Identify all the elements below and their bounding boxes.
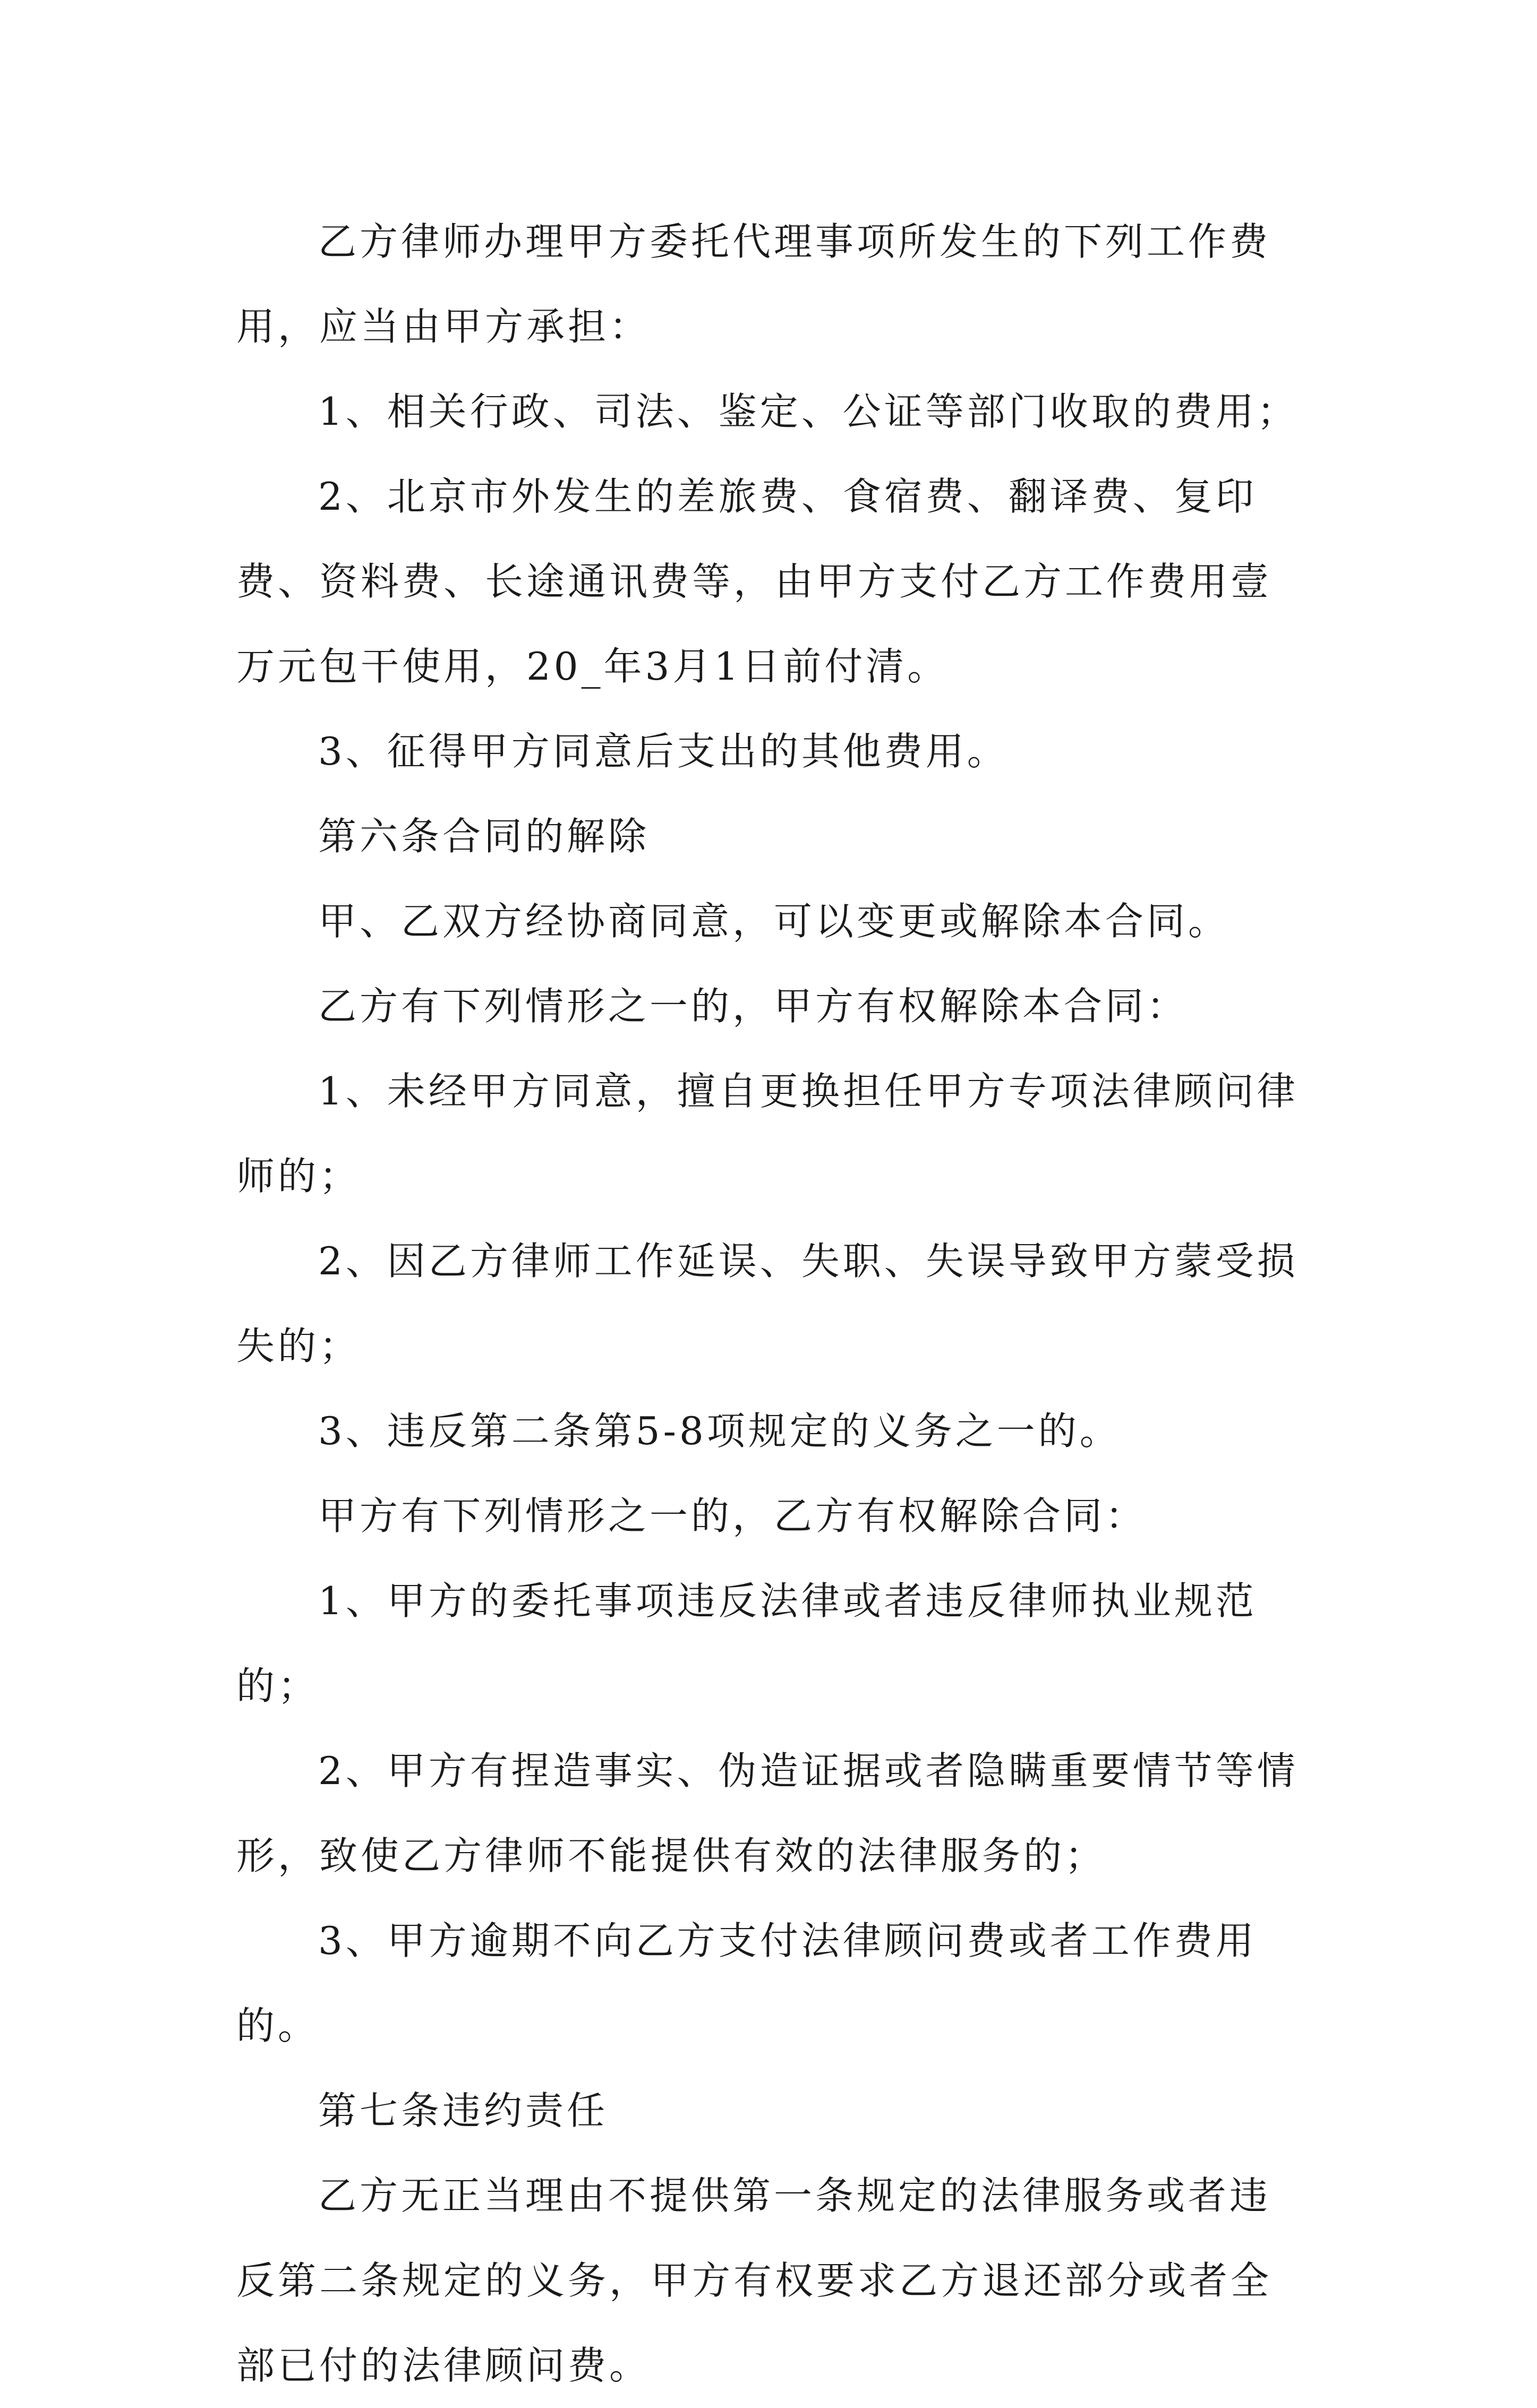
paragraph-party-b-termination-item-2: 2、甲方有捏造事实、伪造证据或者隐瞒重要情节等情形，致使乙方律师不能提供有效的法律服务的；	[236, 1749, 1299, 1878]
paragraph-party-b-termination-item-3: 3、甲方逾期不向乙方支付法律顾问费或者工作费用的。	[236, 1918, 1257, 2048]
paragraph-party-a-termination-item-2: 2、因乙方律师工作延误、失职、失误导致甲方蒙受损失的；	[236, 1239, 1299, 1368]
paragraph-party-a-termination-item-1: 1、未经甲方同意，擅自更换担任甲方专项法律顾问律师的；	[236, 1069, 1299, 1198]
heading-article-7: 第七条违约责任	[318, 2088, 609, 2133]
paragraph-party-b-termination-right: 甲方有下列情形之一的，乙方有权解除合同：	[318, 1494, 1147, 1538]
paragraph-expense-item-2: 2、北京市外发生的差旅费、食宿费、翻译费、复印费、资料费、长途通讯费等，由甲方支付乙方工作费用壹万元包干使用，20_年3月1日前付清。	[236, 474, 1273, 689]
paragraph-breach-liability: 乙方无正当理由不提供第一条规定的法律服务或者违反第二条规定的义务，甲方有权要求乙方退还部分或者全部已付的法律顾问费。	[236, 2173, 1273, 2388]
paragraph-expense-item-3: 3、征得甲方同意后支出的其他费用。	[318, 729, 1009, 774]
paragraph-work-expenses: 乙方律师办理甲方委托代理事项所发生的下列工作费用，应当由甲方承担：	[236, 219, 1271, 349]
heading-article-6: 第六条合同的解除	[318, 814, 650, 859]
paragraph-expense-item-1: 1、相关行政、司法、鉴定、公证等部门收取的费用；	[318, 389, 1299, 434]
paragraph-party-b-termination-item-1: 1、甲方的委托事项违反法律或者违反律师执业规范的；	[236, 1579, 1257, 1708]
paragraph-mutual-termination: 甲、乙双方经协商同意，可以变更或解除本合同。	[318, 899, 1230, 944]
contract-body	[236, 199, 1309, 2408]
paragraph-party-a-termination-item-3: 3、违反第二条第5-8项规定的义务之一的。	[318, 1409, 1121, 1453]
paragraph-party-a-termination-right: 乙方有下列情形之一的，甲方有权解除本合同：	[318, 984, 1189, 1029]
